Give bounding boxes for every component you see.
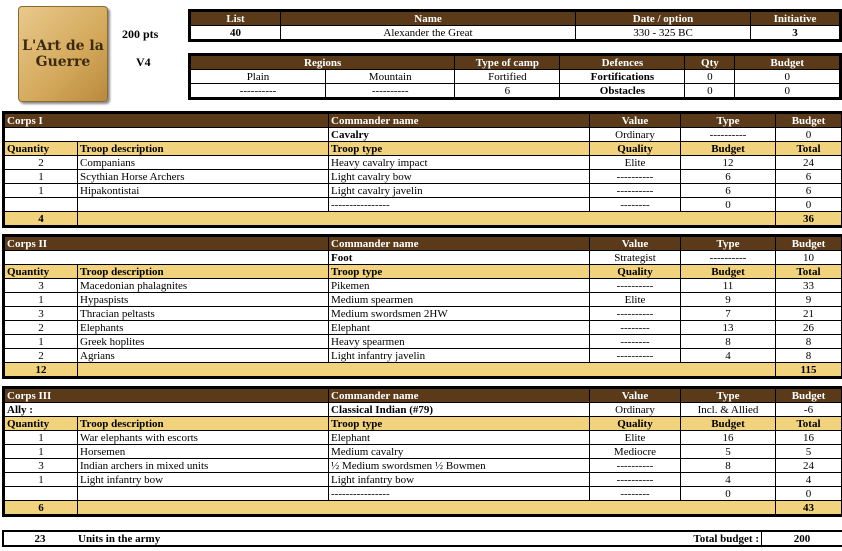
troop-total: 16 — [776, 431, 842, 445]
quality-header: Quality — [590, 417, 681, 431]
list-header: List — [191, 12, 281, 26]
troop-quality: ---------- — [590, 184, 681, 198]
troop-quality: ---------- — [590, 307, 681, 321]
corps-1 — [2, 111, 842, 228]
corps-total-quantity: 6 — [5, 501, 78, 515]
troop-budget: 6 — [681, 184, 776, 198]
camp-header: Type of camp — [455, 56, 560, 70]
troop-quality: ---------- — [590, 279, 681, 293]
corps-total-spacer — [78, 363, 776, 377]
troop-quality: -------- — [590, 198, 681, 212]
value-header: Value — [590, 237, 681, 251]
region-1: Plain — [191, 70, 326, 84]
troop-budget: 4 — [681, 349, 776, 363]
troop-quality: -------- — [590, 335, 681, 349]
troop-quality: ---------- — [590, 349, 681, 363]
commander-name-header: Commander name — [329, 389, 590, 403]
troop-total: 0 — [776, 198, 842, 212]
troop-quality: Elite — [590, 156, 681, 170]
troop-quality: Mediocre — [590, 445, 681, 459]
corps-title: Corps III — [5, 389, 329, 403]
troop-quality: ---------- — [590, 459, 681, 473]
troop-quality: -------- — [590, 487, 681, 501]
troop-quantity: 1 — [5, 473, 78, 487]
name-header: Name — [281, 12, 576, 26]
troop-description: Thracian peltasts — [78, 307, 329, 321]
troop-quantity — [5, 487, 78, 501]
table-row — [5, 431, 842, 445]
troop-total: 8 — [776, 349, 842, 363]
troop-quality: -------- — [590, 321, 681, 335]
budget-header: Budget — [735, 56, 840, 70]
fortifications-label: Fortifications — [560, 70, 685, 84]
quality-header: Quality — [590, 265, 681, 279]
troop-budget: 12 — [681, 156, 776, 170]
troop-description: Companians — [78, 156, 329, 170]
troop-total: 24 — [776, 459, 842, 473]
troop-quantity: 1 — [5, 184, 78, 198]
troop-description: Greek hoplites — [78, 335, 329, 349]
troop-total: 26 — [776, 321, 842, 335]
corps-2 — [2, 234, 842, 379]
initiative-value: 3 — [751, 26, 840, 40]
table-row — [5, 445, 842, 459]
troop-quantity: 1 — [5, 170, 78, 184]
troop-description-header: Troop description — [78, 417, 329, 431]
troop-description-header: Troop description — [78, 142, 329, 156]
value-header: Value — [590, 114, 681, 128]
commander-name-header: Commander name — [329, 237, 590, 251]
troop-quantity: 1 — [5, 335, 78, 349]
troop-type: Light cavalry bow — [329, 170, 590, 184]
troop-total: 4 — [776, 473, 842, 487]
table-row — [5, 279, 842, 293]
quantity-header: Quantity — [5, 142, 78, 156]
units-count: 23 — [34, 532, 46, 545]
commander-budget: -6 — [776, 403, 842, 417]
troop-budget: 13 — [681, 321, 776, 335]
troop-total: 21 — [776, 307, 842, 321]
troop-total: 6 — [776, 170, 842, 184]
region-2: Mountain — [326, 70, 455, 84]
corps-total-budget: 115 — [776, 363, 842, 377]
list-number: 40 — [191, 26, 281, 40]
quality-header: Quality — [590, 142, 681, 156]
region-4: ---------- — [326, 84, 455, 98]
troop-description: Agrians — [78, 349, 329, 363]
table-row — [5, 459, 842, 473]
army-points: 200 pts — [122, 27, 159, 41]
budget-header: Budget — [776, 389, 842, 403]
table-row — [5, 307, 842, 321]
troop-total: 5 — [776, 445, 842, 459]
total-budget-label: Total budget : — [693, 532, 759, 545]
commander-budget: 10 — [776, 251, 842, 265]
logo-text: L'Art de la Guerre — [22, 38, 104, 70]
troop-budget: 7 — [681, 307, 776, 321]
troop-total: 24 — [776, 156, 842, 170]
troop-type: Medium swordsmen 2HW — [329, 307, 590, 321]
table-row — [5, 184, 842, 198]
commander-value: Ordinary — [590, 403, 681, 417]
troop-description: Scythian Horse Archers — [78, 170, 329, 184]
troop-quality: ---------- — [590, 473, 681, 487]
troop-budget: 5 — [681, 445, 776, 459]
troop-quantity — [5, 198, 78, 212]
troop-budget: 9 — [681, 293, 776, 307]
commander-value: Ordinary — [590, 128, 681, 142]
troop-type-header: Troop type — [329, 417, 590, 431]
troop-type: Heavy cavalry impact — [329, 156, 590, 170]
troop-budget: 0 — [681, 198, 776, 212]
army-name: Alexander the Great — [281, 26, 576, 40]
troop-type: Pikemen — [329, 279, 590, 293]
troop-type: ½ Medium swordsmen ½ Bowmen — [329, 459, 590, 473]
troop-description-header: Troop description — [78, 265, 329, 279]
commander-name: Classical Indian (#79) — [329, 403, 590, 417]
commander-budget: 0 — [776, 128, 842, 142]
camp-type: Fortified — [455, 70, 560, 84]
table-row — [5, 170, 842, 184]
quantity-header: Quantity — [5, 417, 78, 431]
troop-quality: Elite — [590, 431, 681, 445]
regions-box — [188, 53, 842, 100]
obstacles-budget: 0 — [735, 84, 840, 98]
commander-label — [5, 251, 329, 265]
troop-budget: 0 — [681, 487, 776, 501]
version-label: V4 — [136, 55, 151, 69]
troop-quantity: 1 — [5, 293, 78, 307]
total-header: Total — [776, 417, 842, 431]
table-row — [5, 293, 842, 307]
corps-total-budget: 43 — [776, 501, 842, 515]
troop-type-header: Troop type — [329, 265, 590, 279]
troop-description — [78, 198, 329, 212]
corps-title: Corps II — [5, 237, 329, 251]
troop-budget: 6 — [681, 170, 776, 184]
troop-budget: 4 — [681, 473, 776, 487]
obstacles-label: Obstacles — [560, 84, 685, 98]
troop-description: War elephants with escorts — [78, 431, 329, 445]
troop-budget: 8 — [681, 335, 776, 349]
qty-header: Qty — [685, 56, 735, 70]
commander-label — [5, 128, 329, 142]
total-header: Total — [776, 265, 842, 279]
commander-name-header: Commander name — [329, 114, 590, 128]
table-row — [5, 156, 842, 170]
units-label: Units in the army — [78, 532, 161, 545]
table-row — [5, 487, 842, 501]
troop-type: ---------------- — [329, 487, 590, 501]
troop-description: Elephants — [78, 321, 329, 335]
troop-type: Light infantry javelin — [329, 349, 590, 363]
commander-name: Cavalry — [329, 128, 590, 142]
troop-total: 6 — [776, 184, 842, 198]
budget-header: Budget — [776, 114, 842, 128]
troop-type: ---------------- — [329, 198, 590, 212]
troop-description: Hypaspists — [78, 293, 329, 307]
troop-description: Light infantry bow — [78, 473, 329, 487]
troop-budget: 11 — [681, 279, 776, 293]
initiative-header: Initiative — [751, 12, 840, 26]
regions-header: Regions — [191, 56, 455, 70]
quantity-header: Quantity — [5, 265, 78, 279]
troop-budget: 16 — [681, 431, 776, 445]
troop-budget-header: Budget — [681, 142, 776, 156]
commander-type: ---------- — [681, 251, 776, 265]
troop-quality: Elite — [590, 293, 681, 307]
corps-total-spacer — [78, 501, 776, 515]
commander-type: ---------- — [681, 128, 776, 142]
troop-quantity: 1 — [5, 445, 78, 459]
corps-total-spacer — [78, 212, 776, 226]
date-header: Date / option — [576, 12, 751, 26]
troop-type: Heavy spearmen — [329, 335, 590, 349]
troop-total: 8 — [776, 335, 842, 349]
troop-type: Light cavalry javelin — [329, 184, 590, 198]
table-row — [5, 349, 842, 363]
commander-label: Ally : — [5, 403, 329, 417]
troop-quantity: 3 — [5, 459, 78, 473]
commander-name: Foot — [329, 251, 590, 265]
total-header: Total — [776, 142, 842, 156]
type-header: Type — [681, 389, 776, 403]
troop-description: Indian archers in mixed units — [78, 459, 329, 473]
corps-total-quantity: 12 — [5, 363, 78, 377]
table-row — [5, 198, 842, 212]
defences-header: Defences — [560, 56, 685, 70]
troop-quantity: 3 — [5, 279, 78, 293]
troop-budget-header: Budget — [681, 417, 776, 431]
region-3: ---------- — [191, 84, 326, 98]
troop-type-header: Troop type — [329, 142, 590, 156]
troop-type: Elephant — [329, 321, 590, 335]
type-header: Type — [681, 237, 776, 251]
obstacles-qty: 0 — [685, 84, 735, 98]
fortifications-qty: 0 — [685, 70, 735, 84]
troop-total: 0 — [776, 487, 842, 501]
army-date: 330 - 325 BC — [576, 26, 751, 40]
corps-total-budget: 36 — [776, 212, 842, 226]
troop-type: Medium cavalry — [329, 445, 590, 459]
troop-total: 9 — [776, 293, 842, 307]
corps-title: Corps I — [5, 114, 329, 128]
troop-quantity: 1 — [5, 431, 78, 445]
troop-quantity: 2 — [5, 349, 78, 363]
corps-total-quantity: 4 — [5, 212, 78, 226]
troop-budget: 8 — [681, 459, 776, 473]
commander-value: Strategist — [590, 251, 681, 265]
troop-description: Macedonian phalagnites — [78, 279, 329, 293]
troop-type: Elephant — [329, 431, 590, 445]
troop-description: Hipakontistai — [78, 184, 329, 198]
fortifications-budget: 0 — [735, 70, 840, 84]
troop-description — [78, 487, 329, 501]
table-row — [5, 335, 842, 349]
type-header: Type — [681, 114, 776, 128]
table-row — [5, 473, 842, 487]
troop-type: Light infantry bow — [329, 473, 590, 487]
troop-quantity: 2 — [5, 321, 78, 335]
corps-3 — [2, 386, 842, 517]
troop-description: Horsemen — [78, 445, 329, 459]
army-footer — [2, 530, 842, 547]
troop-quantity: 2 — [5, 156, 78, 170]
value-header: Value — [590, 389, 681, 403]
table-row — [5, 321, 842, 335]
troop-total: 33 — [776, 279, 842, 293]
budget-header: Budget — [776, 237, 842, 251]
troop-type: Medium spearmen — [329, 293, 590, 307]
commander-type: Incl. & Allied — [681, 403, 776, 417]
logo — [18, 6, 108, 102]
total-budget-value: 200 — [762, 532, 842, 545]
troop-quality: ---------- — [590, 170, 681, 184]
troop-quantity: 3 — [5, 307, 78, 321]
list-info-box — [188, 9, 842, 42]
troop-budget-header: Budget — [681, 265, 776, 279]
camp-value: 6 — [455, 84, 560, 98]
